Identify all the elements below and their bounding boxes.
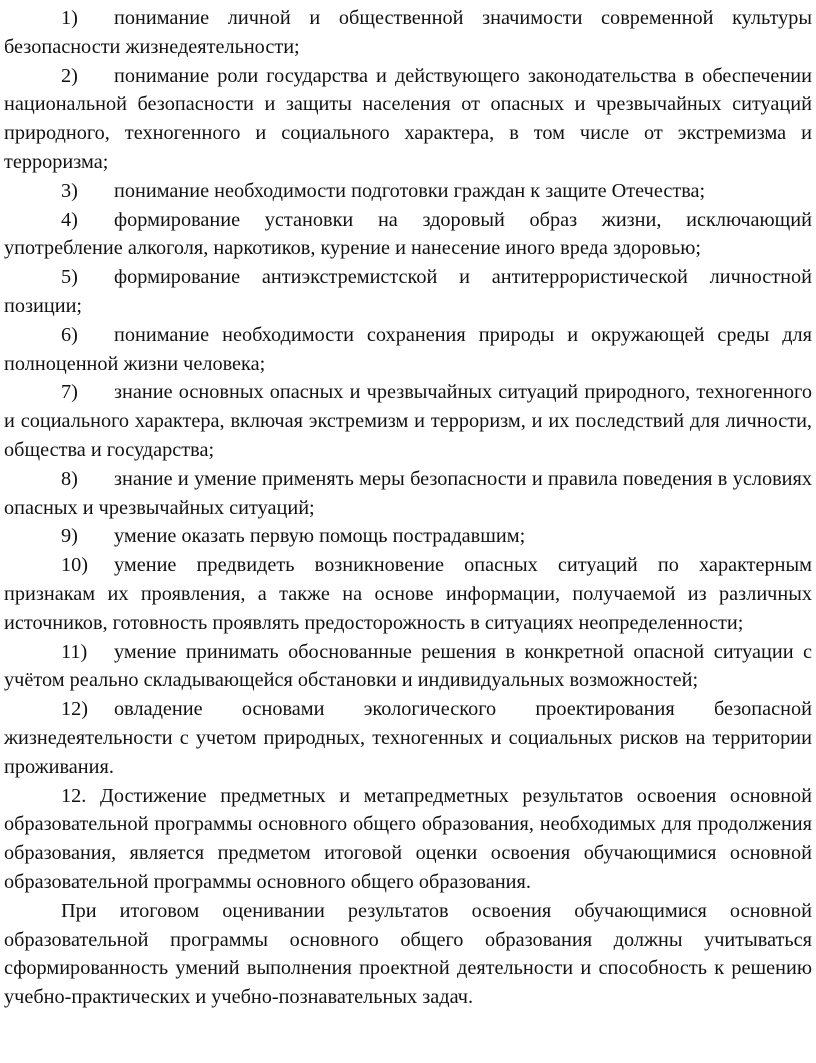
list-item [4, 465, 812, 523]
list-item [4, 62, 812, 177]
list-item [4, 4, 812, 62]
list-item [4, 321, 812, 379]
list-item-text: понимание личной и общественной значимости современной культуры безопасности жизнедеятельности; [4, 7, 812, 58]
list-item [4, 551, 812, 637]
list-item-text: умение оказать первую помощь пострадавшим; [114, 525, 526, 548]
list-item [4, 638, 812, 696]
list-item-number: 1) [61, 7, 78, 29]
list-item-text: понимание необходимости сохранения природы и окружающей среды для полноценной жизни человека; [4, 323, 812, 375]
list-item-number: 9) [61, 525, 78, 548]
list-item [4, 263, 812, 321]
section-12-paragraph: 12. Достижение предметных и метапредметных результатов освоения основной образовательной программы основного общего образования, необходимых для продолжения образования, является предметом итоговой оценки освоения обучающимися основной образовательной программы основного общего образования. [4, 784, 812, 893]
list-item [4, 695, 812, 781]
list-item-number: 2) [61, 64, 78, 87]
list-item-number: 5) [61, 266, 78, 289]
list-item [4, 206, 812, 264]
list-item [4, 378, 812, 464]
list-item-number: 12) [61, 698, 89, 721]
list-item-text: умение принимать обоснованные решения в конкретной опасной ситуации с учётом реально складывающейся обстановки и индивидуальных возможностей; [4, 640, 812, 692]
list-item-number: 11) [61, 640, 88, 663]
list-item-text: формирование установки на здоровый образ жизни, исключающий употребление алкоголя, наркотиков, курение и нанесение иного вреда здоровью; [4, 208, 812, 260]
list-item [4, 177, 812, 206]
list-item-number: 10) [61, 554, 89, 577]
list-item-text: знание и умение применять меры безопасности и правила поведения в условиях опасных и чрезвычайных ситуаций; [4, 467, 812, 519]
list-item-text: умение предвидеть возникновение опасных ситуаций по характерным признакам их проявления, а также на основе информации, получаемой из различных источников, готовность проявлять предосторожность в ситуациях неопределенности; [4, 554, 812, 634]
final-assessment-paragraph: При итоговом оценивании результатов освоения обучающимися основной образовательной программы основного общего образования должны учитываться сформированность умений выполнения проектной деятельности и способность к решению учебно-практических и учебно-познавательных задач. [4, 899, 812, 1009]
list-item-text: понимание роли государства и действующего законодательства в обеспечении национальной безопасности и защиты населения от опасных и чрезвычайных ситуаций природного, техногенного и социального характера, в том числе от экстремизма и терроризма; [4, 64, 812, 173]
list-item-text: понимание необходимости подготовки граждан к защите Отечества; [114, 179, 706, 202]
list-item-text: овладение основами экологического проектирования безопасной жизнедеятельности с учетом природных, техногенных и социальных рисков на территории проживания. [4, 698, 812, 778]
list-item-number: 8) [61, 467, 78, 490]
list-item-number: 7) [61, 381, 78, 404]
list-item-number: 3) [61, 179, 78, 202]
list-item-text: формирование антиэкстремистской и антитеррористической личностной позиции; [4, 266, 812, 317]
list-item [4, 522, 812, 551]
list-item-number: 4) [61, 208, 78, 231]
list-item-text: знание основных опасных и чрезвычайных ситуаций природного, техногенного и социального характера, включая экстремизм и терроризм, и их последствий для личности, общества и государства; [4, 381, 812, 461]
list-item-number: 6) [61, 323, 78, 346]
